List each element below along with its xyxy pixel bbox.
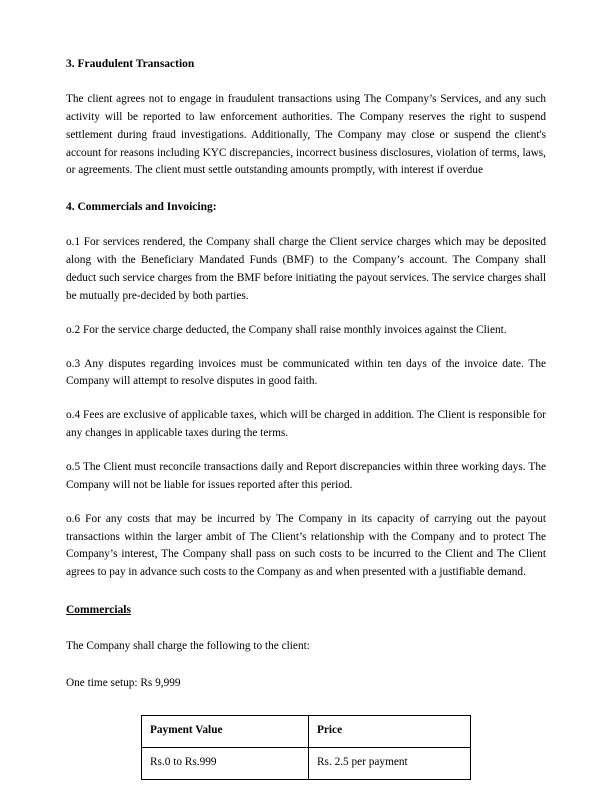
- paragraph-one-time-setup: One time setup: Rs 9,999: [66, 677, 181, 690]
- pricing-table: [141, 715, 471, 780]
- spacer: [66, 495, 546, 511]
- paragraph-o2: o.2 For the service charge deducted, the Company shall raise monthly invoices against the Client.: [66, 323, 507, 336]
- column-header-price: Price: [309, 715, 471, 747]
- spacer: [66, 340, 546, 356]
- spacer: [66, 306, 546, 322]
- spacer: [66, 619, 546, 638]
- spacer: [66, 391, 546, 407]
- spacer: [66, 180, 546, 199]
- document-body: [66, 56, 546, 780]
- paragraph-o3: o.3 Any disputes regarding invoices must be communicated within ten days of the invoice date. The Company will attempt to resolve disputes in good faith.: [66, 357, 546, 388]
- pricing-table-head: [142, 715, 471, 747]
- section-heading-fraudulent-transaction: 3. Fraudulent Transaction: [66, 58, 195, 70]
- subsection-heading-commercials: Commercials: [66, 604, 131, 617]
- pricing-table-body: [142, 747, 471, 779]
- spacer: [66, 215, 546, 234]
- paragraph-commercials-intro: The Company shall charge the following to the client:: [66, 640, 310, 653]
- table-header-row: [142, 715, 471, 747]
- spacer: [66, 582, 546, 601]
- paragraph-fraudulent-transaction: The client agrees not to engage in fraudulent transactions using The Company’s Services, and any such activity will be reported to law enforcement authorities. The Company reserves the right to suspend settlement during fraud investigations. Additionally, The Company may close or suspend the client's account for reasons including KYC discrepancies, incorrect business disclosures, violation of terms, laws, or agreements. The client must settle outstanding amounts promptly, with interest if overdue: [66, 93, 546, 177]
- paragraph-o5: o.5 The Client must reconcile transactions daily and Report discrepancies within three working days. The Company will not be liable for issues reported after this period.: [66, 461, 546, 491]
- column-header-payment-value: Payment Value: [142, 715, 309, 747]
- paragraph-o4: o.4 Fees are exclusive of applicable taxes, which will be charged in addition. The Client is responsible for any changes in applicable taxes during the terms.: [66, 409, 546, 440]
- spacer: [66, 72, 546, 91]
- paragraph-o1: o.1 For services rendered, the Company shall charge the Client service charges which may be deposited along with the Beneficiary Mandated Funds (BMF) to the Company’s account. The Company shall deduct such service charges from the BMF before initiating the payout services. The service charges shall be mutually pre-decided by both parties.: [66, 236, 546, 302]
- spacer: [66, 443, 546, 459]
- pricing-table-wrapper: [66, 715, 546, 780]
- paragraph-o6: o.6 For any costs that may be incurred by The Company in its capacity of carrying out the payout transactions within the larger ambit of The Client’s relationship with the Company and to protect The Company’s interest, The Company shall pass on such costs to be incurred to the Client and The Client agrees to pay in advance such costs to the Company as and when presented with a justifiable demand.: [66, 512, 546, 579]
- table-row: [142, 747, 471, 779]
- cell-payment-value: Rs.0 to Rs.999: [142, 747, 309, 779]
- section-heading-commercials-and-invoicing: 4. Commercials and Invoicing:: [66, 201, 217, 214]
- spacer: [66, 656, 546, 675]
- cell-price: Rs. 2.5 per payment: [309, 747, 471, 779]
